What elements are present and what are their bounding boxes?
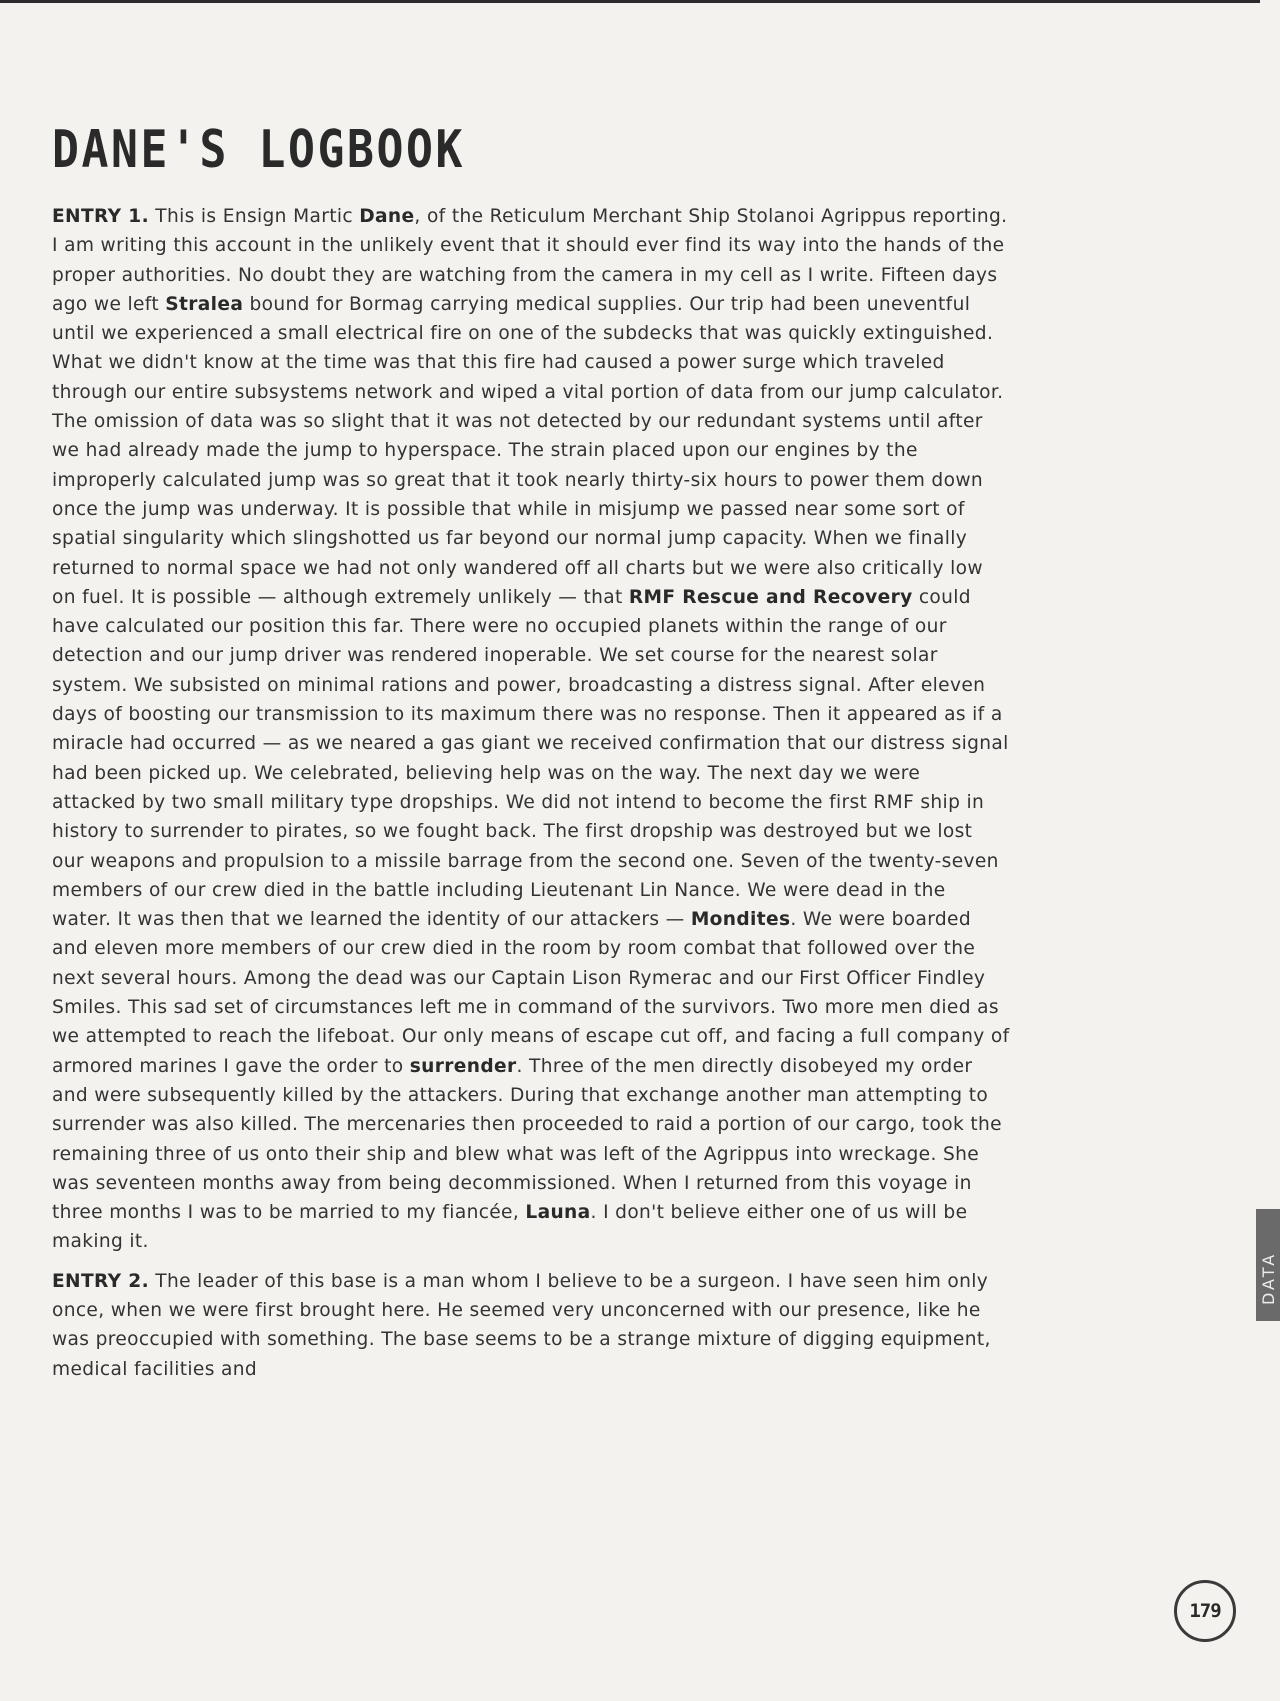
text-run: . Three of the men directly disobeyed my order and were subsequently killed by the attackers. During that exchange another man attempting to surrender was also killed. The mercenaries then proceeded to raid a portion of our cargo, took the remaining three of us onto their ship and blew what was left of the Agrippus into wreckage. She was seventeen months away from being decommissioned. When I returned from this voyage in three months I was to be married to my fiancée,	[52, 1055, 1002, 1224]
entry-1	[52, 202, 1010, 1257]
logbook-body	[52, 202, 1010, 1394]
section-tab-label: DATA	[1259, 1251, 1278, 1305]
entry-1-label: ENTRY 1.	[52, 206, 149, 227]
page-title: DANE'S LOGBOOK	[52, 120, 466, 180]
bold-term: Mondites	[690, 909, 791, 931]
text-run: The leader of this base is a man whom I believe to be a surgeon. I have seen him only once, when we were first brought here. He seemed very unconcerned with our presence, like he was preoccupied with something. The base seems to be a strange mixture of digging equipment, medical facilities and	[52, 1270, 991, 1380]
entry-2-text	[52, 1271, 991, 1380]
bold-term: RMF Rescue and Recovery	[628, 586, 913, 608]
section-tab	[1256, 1209, 1280, 1321]
text-run: bound for Bormag carrying medical supplies. Our trip had been uneventful until we experienced a small electrical fire on one of the subdecks that was quickly extinguished. What we didn't know at the time was that this fire had caused a power surge which traveled through our entire subsystems network and wiped a vital portion of data from our jump calculator. The omission of data was so slight that it was not detected by our redundant systems until after we had already made the jump to hyperspace. The strain placed upon our engines by the improperly calculated jump was so great that it took nearly thirty-six hours to power them down once the jump was underway. It is possible that while in misjump we passed near some sort of spatial singularity which slingshotted us far beyond our normal jump capacity. When we finally returned to normal space we had not only wandered off all charts but we were also critically low on fuel. It is possible — although extremely unlikely — that	[52, 293, 1004, 608]
entry-2	[52, 1267, 1010, 1384]
bold-term: Stralea	[165, 293, 244, 315]
bold-term: surrender	[409, 1055, 517, 1077]
text-run: This is Ensign Martic	[149, 206, 360, 227]
top-rule	[0, 0, 1260, 3]
bold-term: Launa	[525, 1202, 591, 1224]
text-run: . I don't believe either one of us will be making it.	[52, 1202, 968, 1253]
text-run: , of the Reticulum Merchant Ship Stolanoi Agrippus reporting. I am writing this account in the unlikely event that it should ever find its way into the hands of the proper authorities. No doubt they are watching from the camera in my cell as I write. Fifteen days ago we left	[52, 206, 1008, 315]
text-run: . We were boarded and eleven more members of our crew died in the room by room combat that followed over the next several hours. Among the dead was our Captain Lison Rymerac and our First Officer Findley Smiles. This sad set of circumstances left me in command of the survivors. Two more men died as we attempted to reach the lifeboat. Our only means of escape cut off, and facing a full company of armored marines I gave the order to	[52, 909, 1010, 1077]
bold-term: Dane	[359, 206, 415, 227]
entry-1-text	[52, 206, 1010, 1252]
entry-2-label: ENTRY 2.	[52, 1270, 149, 1292]
text-run: could have calculated our position this far. There were no occupied planets within the range of our detection and our jump driver was rendered inoperable. We set course for the nearest solar system. We subsisted on minimal rations and power, broadcasting a distress signal. After eleven days of boosting our transmission to its maximum there was no response. Then it appeared as if a miracle had occurred — as we neared a gas giant we received confirmation that our distress signal had been picked up. We celebrated, believing help was on the way. The next day we were attacked by two small military type dropships. We did not intend to become the first RMF ship in history to surrender to pirates, so we fought back. The first dropship was destroyed but we lost our weapons and propulsion to a missile barrage from the second one. Seven of the twenty-seven members of our crew died in the battle including Lieutenant Lin Nance. We were dead in the water. It was then that we learned the identity of our attackers —	[52, 586, 1009, 931]
page-number: 179	[1174, 1580, 1236, 1642]
